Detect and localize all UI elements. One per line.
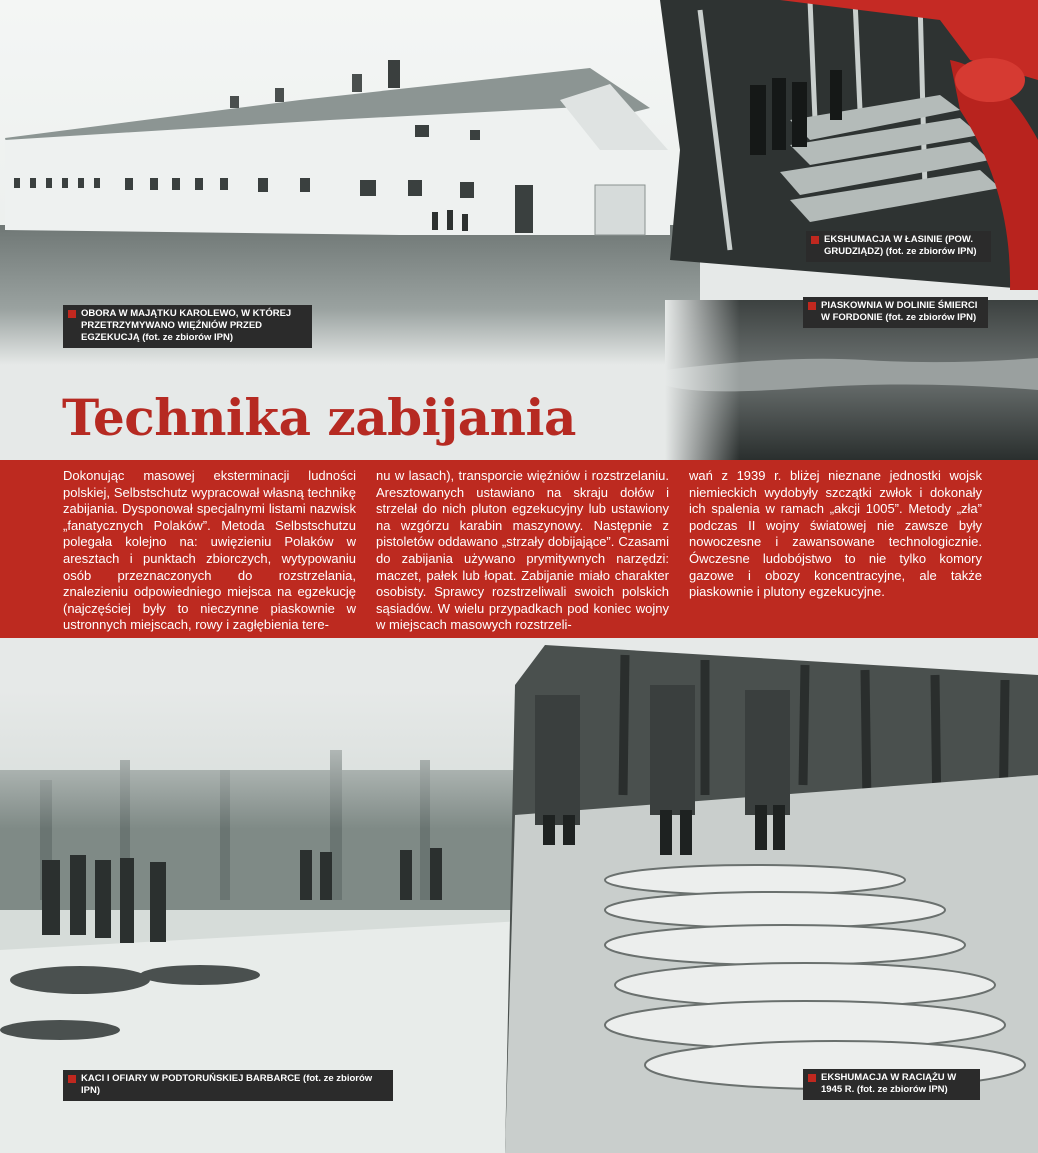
red-square-icon — [68, 1075, 76, 1083]
red-square-icon — [68, 310, 76, 318]
page-title: Technika zabijania — [62, 388, 576, 447]
caption-piaskownia: PIASKOWNIA W DOLINIE ŚMIERCI W FORDONIE (fot. ze zbiorów IPN) — [803, 297, 988, 328]
caption-raciaz: EKSHUMACJA W RACIĄŻU W 1945 R. (fot. ze zbiorów IPN) — [803, 1069, 980, 1100]
caption-lasin: EKSHUMACJA W ŁASINIE (POW. GRUDZIĄDZ) (fot. ze zbiorów IPN) — [806, 231, 991, 262]
red-square-icon — [808, 302, 816, 310]
caption-obora: OBORA W MAJĄTKU KAROLEWO, W KTÓREJ PRZETRZYMYWANO WIĘŹNIÓW PRZED EGZEKUCJĄ (fot. ze zbiorów IPN) — [63, 305, 312, 348]
text-column-3: wań z 1939 r. bliżej nieznane jednostki wojsk niemieckich wydobyły szczątki zwłok i dokonały ich spalenia w ramach „akcji 1005”. Metody „zła” podczas II wojny światowej nie zawsze były nowoczesne i zawansowane technologicznie. Ówczesne ludobójstwo to nie tylko komory gazowe i obozy koncentracyjne, ale także piaskownie i plutony egzekucyjne. — [689, 468, 982, 600]
caption-kaci: KACI I OFIARY W PODTORUŃSKIEJ BARBARCE (fot. ze zbiorów IPN) — [63, 1070, 393, 1101]
text-band — [0, 460, 1038, 638]
red-square-icon — [808, 1074, 816, 1082]
text-column-1: Dokonując masowej eksterminacji ludności polskiej, Selbstschutz wypracował własną technikę zabijania. Dysponował specjalnymi listami nazwisk „fanatycznych Polaków”. Metoda Selbstschutzu polegała kolejno na: uwięzieniu Polaków w aresztach i punktach zbiorczych, wytypowaniu osób przeznaczonych do rozstrzelania, znalezieniu odpowiedniego miejsca na egzekucję (najczęściej były to nieczynne piaskownie w ustronnych miejscach, rowy i zagłębienia tere- — [63, 468, 356, 633]
text-column-2: nu w lasach), transporcie więźniów i rozstrzelaniu. Aresztowanych ustawiano na skraju dołów i strzelał do nich pluton egzekucyjny lub ustawiony na wzgórzu karabin maszynowy. Następnie z pistoletów oddawano „strzały dobijające”. Czasami do zabijania używano prymitywnych narzędzi: maczet, pałek lub łopat. Zabijanie miało charakter osobisty. Sprawcy rozstrzeliwali swoich polskich sąsiadów. W wielu przypadkach pod koniec wojny w miejscach masowych rozstrzeli- — [376, 468, 669, 633]
red-square-icon — [811, 236, 819, 244]
